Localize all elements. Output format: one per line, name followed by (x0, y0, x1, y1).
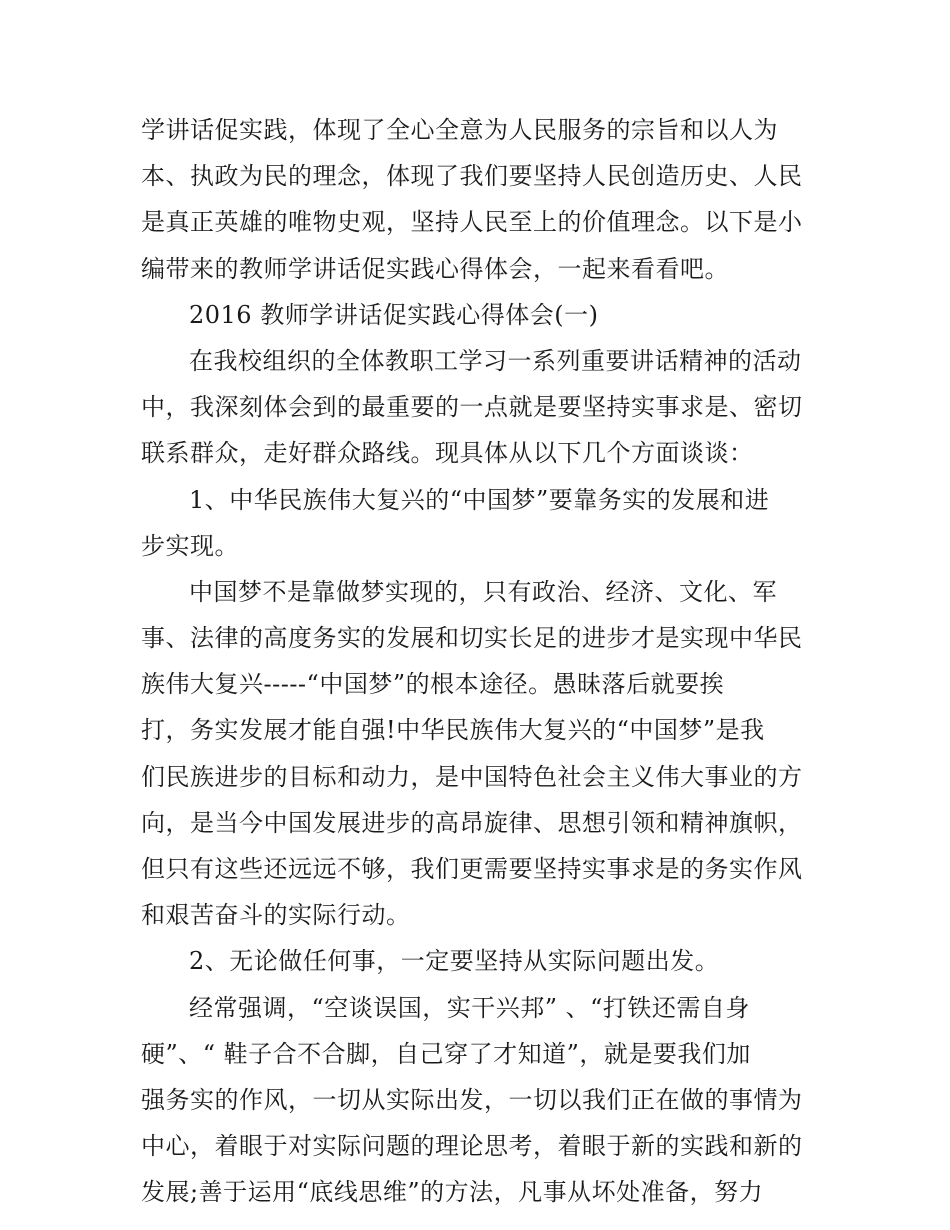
text-line: 步实现。 (141, 531, 239, 560)
text-line: 学讲话促实践，体现了全心全意为人民服务的宗旨和以人为 (141, 116, 778, 144)
text-line: 但只有这些还远远不够，我们更需要坚持实事求是的务实作风 (141, 855, 803, 883)
text-line: 事、法律的高度务实的发展和切实长足的进步才是实现中华民 (141, 624, 803, 653)
text-line: 和艰苦奋斗的实际行动。 (141, 901, 411, 930)
text-line: 本、执政为民的理念，体现了我们要坚持人民创造历史、人民 (141, 162, 803, 191)
text-line: 打，务实发展才能自强!中华民族伟大复兴的“中国梦”是我 (141, 716, 765, 745)
text-line: 们民族进步的目标和动力，是中国特色社会主义伟大事业的方 (141, 762, 803, 791)
numbered-point-1: 1、中华民族伟大复兴的“中国梦”要靠务实的发展和进 (189, 485, 770, 514)
text-line: 经常强调，“空谈误国，实干兴邦” 、“打铁还需自身 (189, 993, 750, 1022)
text-line: 强务实的作风，一切从实际出发，一切以我们正在做的事情为 (141, 1085, 803, 1114)
text-line: 硬”、“ 鞋子合不合脚，自己穿了才知道”，就是要我们加 (141, 1039, 751, 1068)
text-line: 族伟大复兴-----“中国梦”的根本途径。愚昧落后就要挨 (141, 670, 725, 699)
text-line: 中心，着眼于对实际问题的理论思考，着眼于新的实践和新的 (141, 1132, 803, 1161)
numbered-point-2: 2、无论做任何事，一定要坚持从实际问题出发。 (189, 947, 720, 976)
section-heading: 2016 教师学讲话促实践心得体会(一) (189, 300, 599, 329)
text-line: 中，我深刻体会到的最重要的一点就是要坚持实事求是、密切 (141, 393, 803, 422)
text-line: 联系群众，走好群众路线。现具体从以下几个方面谈谈： (141, 439, 754, 468)
text-line: 中国梦不是靠做梦实现的，只有政治、经济、文化、军 (189, 577, 777, 606)
text-line: 发展;善于运用“底线思维”的方法，凡事从坏处准备，努力 (141, 1178, 764, 1207)
text-line: 向，是当今中国发展进步的高昂旋律、思想引领和精神旗帜， (141, 808, 803, 837)
text-line: 在我校组织的全体教职工学习一系列重要讲话精神的活动 (189, 346, 802, 375)
body-text (141, 107, 811, 1216)
text-line: 编带来的教师学讲话促实践心得体会，一起来看看吧。 (141, 254, 729, 283)
text-line: 是真正英雄的唯物史观，坚持人民至上的价值理念。以下是小 (141, 208, 803, 237)
